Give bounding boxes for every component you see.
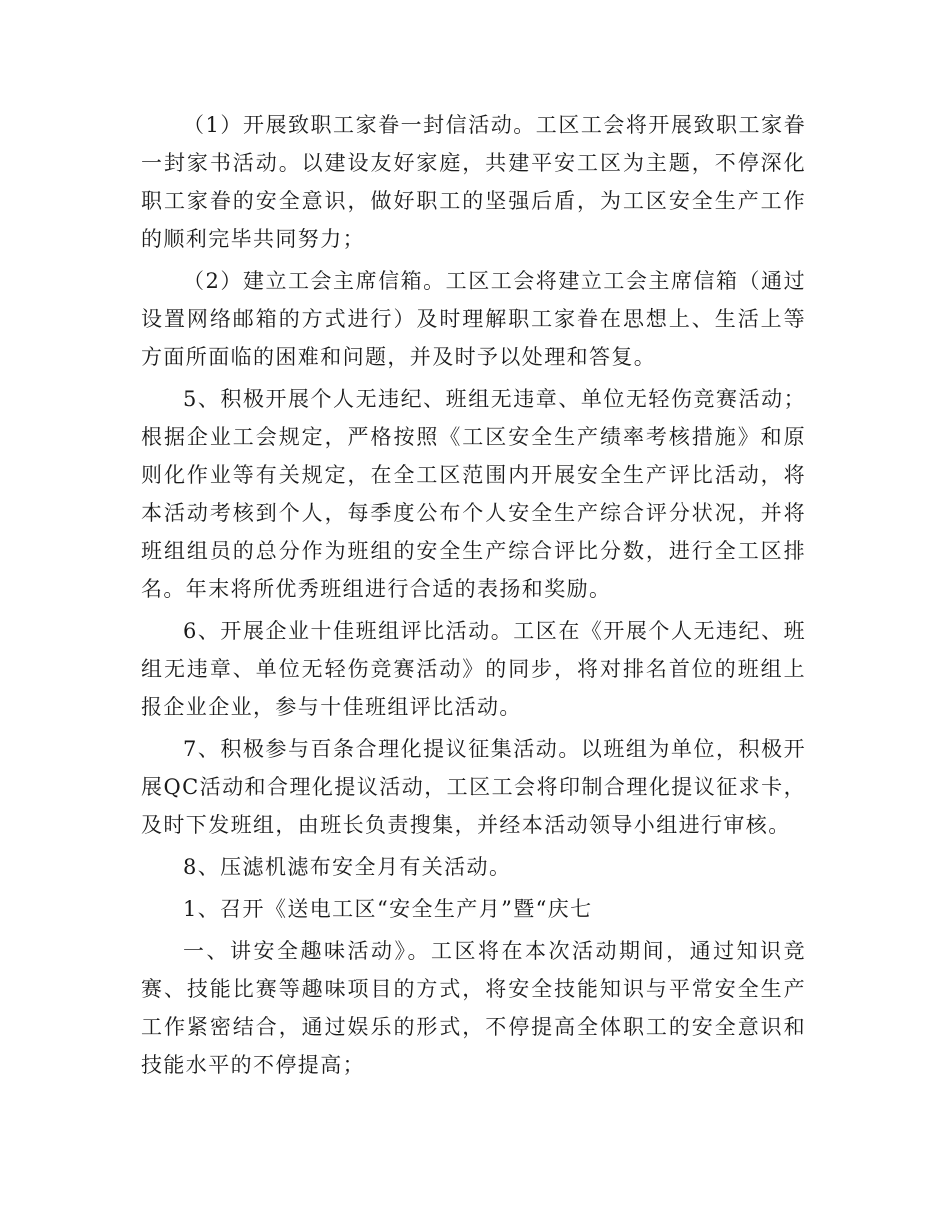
paragraph-item-1: 1、召开《送电工区“安全生产月”暨“庆七 [183,897,593,921]
paragraph-family-letter: （1）开展致职工家眷一封信活动。工区工会将开展致职工家眷一封家书活动。以建设友好家庭，共建平安工区为主题，不停深化职工家眷的安全意识，做好职工的坚强后盾，为工区安全生产工作的顺利完毕共同努力； [141,113,806,251]
paragraph-item-6: 6、开展企业十佳班组评比活动。工区在《开展个人无违纪、班组无违章、单位无轻伤竞赛活动》的同步，将对排名首位的班组上报企业企业，参与十佳班组评比活动。 [141,619,806,719]
paragraph-chairman-mailbox: （2）建立工会主席信箱。工区工会将建立工会主席信箱（通过设置网络邮箱的方式进行）及时理解职工家眷在思想上、生活上等方面所面临的困难和问题，并及时予以处理和答复。 [141,269,806,369]
paragraph-item-7: 7、积极参与百条合理化提议征集活动。以班组为单位，积极开展QC活动和合理化提议活动，工区工会将印制合理化提议征求卡，及时下发班组，由班长负责搜集，并经本活动领导小组进行审核。 [141,737,806,837]
paragraph-item-5: 5、积极开展个人无违纪、班组无违章、单位无轻伤竞赛活动；根据企业工会规定，严格按照《工区安全生产绩率考核措施》和原则化作业等有关规定，在全工区范围内开展安全生产评比活动，将本活动考核到个人，每季度公布个人安全生产综合评分状况，并将班组组员的总分作为班组的安全生产综合评比分数，进行全工区排名。年末将所优秀班组进行合适的表扬和奖励。 [141,387,806,601]
paragraph-fun-activities: 一、讲安全趣味活动》。工区将在本次活动期间，通过知识竞赛、技能比赛等趣味项目的方式，将安全技能知识与平常安全生产工作紧密结合，通过娱乐的形式，不停提高全体职工的安全意识和技能水平的不停提高； [141,939,806,1077]
paragraph-item-8: 8、压滤机滤布安全月有关活动。 [183,855,512,879]
document-page [141,106,806,1088]
